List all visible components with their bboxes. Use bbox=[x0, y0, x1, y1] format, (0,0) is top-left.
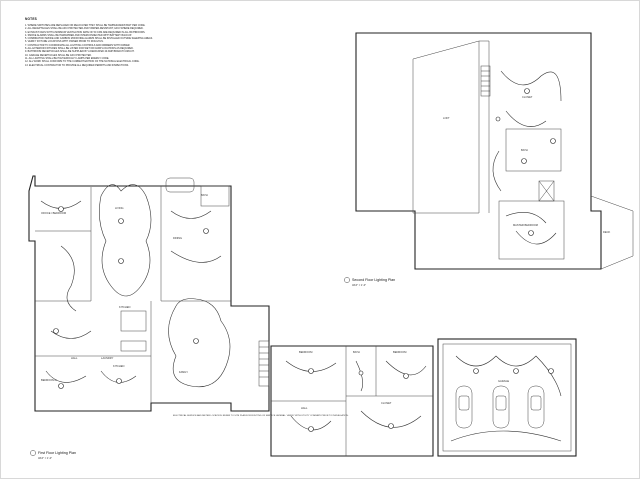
room-label: CLOSET bbox=[381, 402, 392, 405]
first-floor-plan bbox=[29, 176, 349, 460]
second-floor-plan-title: Second Floor Lighting Plan bbox=[352, 278, 396, 282]
ceiling-light-icon bbox=[474, 369, 479, 374]
note-item: 3. EXHAUST FANS WITH A MINIMUM VENTILATION RATE OF 50 CFM ARE REQUIRED IN ALL BATHROOMS. bbox=[25, 30, 146, 34]
note-item: 5. COMBINATION SMOKE AND CARBON MONOXIDE ALARMS SHALL BE INSTALLED OUTSIDE SLEEPING AREAS. bbox=[25, 37, 153, 41]
ceiling-light-icon bbox=[404, 374, 409, 379]
ceiling-light-icon bbox=[59, 384, 64, 389]
note-item: 9. BATHROOM RECEPTACLES SHALL BE SUPPLIED BY A DEDICATED 20 AMP BRANCH CIRCUIT. bbox=[25, 50, 135, 54]
plan-title-marker bbox=[30, 450, 35, 455]
car-icon bbox=[456, 386, 472, 428]
bedroom-wing-plan bbox=[271, 346, 433, 456]
ceiling-light-icon bbox=[309, 369, 314, 374]
room-label: HALL bbox=[301, 407, 308, 410]
notes-title: NOTES bbox=[25, 17, 37, 21]
room-label: BEDROOM bbox=[299, 351, 313, 354]
ceiling-light-icon bbox=[117, 379, 122, 384]
room-label: LAUNDRY bbox=[101, 357, 114, 360]
second-floor-deck bbox=[591, 196, 633, 269]
note-item: 10. GARAGE RECEPTACLES SHALL BE GFCI PROTECTED. bbox=[25, 53, 92, 57]
second-floor-stairs bbox=[481, 66, 490, 96]
room-label: DECK bbox=[603, 231, 611, 234]
kitchen-island bbox=[121, 311, 146, 331]
note-item: 1. WHERE SWITCHES ARE REPLACED OR RELOCATED THEY SHALL BE TAMPER-RESISTANT PER CODE. bbox=[25, 24, 146, 27]
ceiling-light-icon bbox=[194, 339, 199, 344]
wire-run bbox=[451, 431, 561, 441]
note-item: 2. ALL RECEPTACLES SHALL BE AFCI PROTECTED AND TAMPER-RESISTANT; GFCI WHERE REQUIRED. bbox=[25, 27, 144, 31]
room-label: LIVING bbox=[115, 207, 124, 210]
second-floor-roof-line bbox=[413, 41, 479, 213]
ceiling-light-icon bbox=[119, 259, 124, 264]
room-label: GARAGE bbox=[498, 380, 510, 383]
ceiling-light-icon bbox=[522, 159, 527, 164]
room-label: LOFT bbox=[443, 117, 450, 120]
note-item: 6. VERIFY FIXTURE LOCATIONS WITH OWNER PRIOR TO ROUGH-IN. bbox=[25, 40, 104, 44]
ceiling-light-icon bbox=[525, 89, 530, 94]
wire-run bbox=[506, 212, 546, 223]
ceiling-light-icon bbox=[551, 139, 556, 144]
ceiling-light-icon bbox=[549, 369, 554, 374]
wire-run bbox=[171, 251, 221, 262]
room-label: BATH bbox=[201, 194, 208, 197]
wire-run bbox=[516, 231, 556, 244]
wire-run bbox=[386, 361, 426, 375]
kitchen-counter bbox=[121, 341, 146, 351]
garage-plan bbox=[438, 339, 576, 456]
wire-loop-family bbox=[169, 299, 231, 387]
first-floor-plan-title: First Floor Lighting Plan bbox=[38, 451, 76, 455]
ceiling-light-icon bbox=[389, 424, 394, 429]
car-icon bbox=[493, 386, 509, 428]
ceiling-light-icon bbox=[514, 369, 519, 374]
wire-loop-living bbox=[99, 185, 151, 296]
ceiling-light-icon bbox=[359, 371, 363, 375]
ceiling-light-icon bbox=[204, 229, 209, 234]
room-label: CLOSET bbox=[522, 96, 533, 99]
wire-run bbox=[493, 151, 501, 191]
ceiling-light-icon bbox=[529, 231, 534, 236]
note-item: 12. ALL WORK SHALL CONFORM TO THE CURRENT EDITION OF THE NATIONAL ELECTRICAL CODE. bbox=[25, 60, 140, 64]
ceiling-light-icon bbox=[59, 207, 64, 212]
second-floor-master bbox=[499, 201, 564, 259]
plan-title-marker bbox=[344, 277, 349, 282]
room-label: DINING bbox=[173, 237, 183, 240]
room-label: KITCHEN bbox=[113, 365, 125, 368]
ceiling-light-icon bbox=[119, 219, 124, 224]
room-label: BATH bbox=[353, 351, 360, 354]
garage-inner bbox=[443, 344, 571, 451]
note-item: 8. ALL EXTERIOR FIXTURES SHALL BE LISTED FOR WET OR DAMP LOCATIONS AS REQUIRED. bbox=[25, 47, 134, 51]
room-label: BEDROOM 2 bbox=[41, 379, 57, 382]
room-label: HALL bbox=[71, 357, 78, 360]
note-item: 4. SMOKE ALARMS SHALL BE HARDWIRED AND INTERCONNECTED WITH BATTERY BACKUP. bbox=[25, 33, 132, 37]
car-icon bbox=[528, 386, 544, 428]
second-floor-bath bbox=[506, 129, 561, 171]
room-label: KITCHEN bbox=[119, 306, 131, 309]
room-label: OFFICE / BEDROOM bbox=[41, 212, 67, 215]
wire-run bbox=[356, 361, 363, 391]
room-label: BATH bbox=[521, 149, 528, 152]
note-item: 11. ALL LIGHTING SHALL BE HIGH EFFICACY LAMPS PER ENERGY CODE. bbox=[25, 56, 110, 60]
second-floor-plan bbox=[344, 33, 633, 287]
first-floor-plan-scale: 3/16" = 1'-0" bbox=[38, 457, 53, 460]
service-annotation: ELECTRICAL SERVICE AND METER LOCATION. REFER TO SITE PLAN FOR ROUTING OF SERVICE LATERAL. VERIFY WITH UTILITY COMPANY PRIOR TO INSTALLATION. bbox=[173, 415, 349, 417]
first-floor-stairs bbox=[259, 341, 269, 386]
room-label: BEDROOM bbox=[393, 351, 407, 354]
wire-run bbox=[171, 211, 211, 219]
ceiling-light-icon bbox=[309, 427, 314, 432]
note-item: 13. ELECTRICAL CONTRACTOR TO PROVIDE ALL REQUIRED PERMITS AND INSPECTIONS. bbox=[25, 63, 129, 67]
switch-icon bbox=[496, 117, 500, 121]
wire-run bbox=[506, 111, 546, 127]
ceiling-light-icon bbox=[54, 329, 59, 334]
second-floor-plan-scale: 3/16" = 1'-0" bbox=[352, 284, 367, 287]
room-label: MASTER BEDROOM bbox=[513, 224, 538, 227]
note-item: 7. CONTRACTOR TO COORDINATE ALL LIGHTING CONTROLS AND DIMMERS WITH OWNER. bbox=[25, 43, 131, 47]
plans-svg bbox=[1, 1, 640, 480]
room-label: FAMILY bbox=[179, 371, 189, 374]
first-floor-tub bbox=[166, 178, 194, 192]
second-floor-partition bbox=[479, 41, 489, 213]
